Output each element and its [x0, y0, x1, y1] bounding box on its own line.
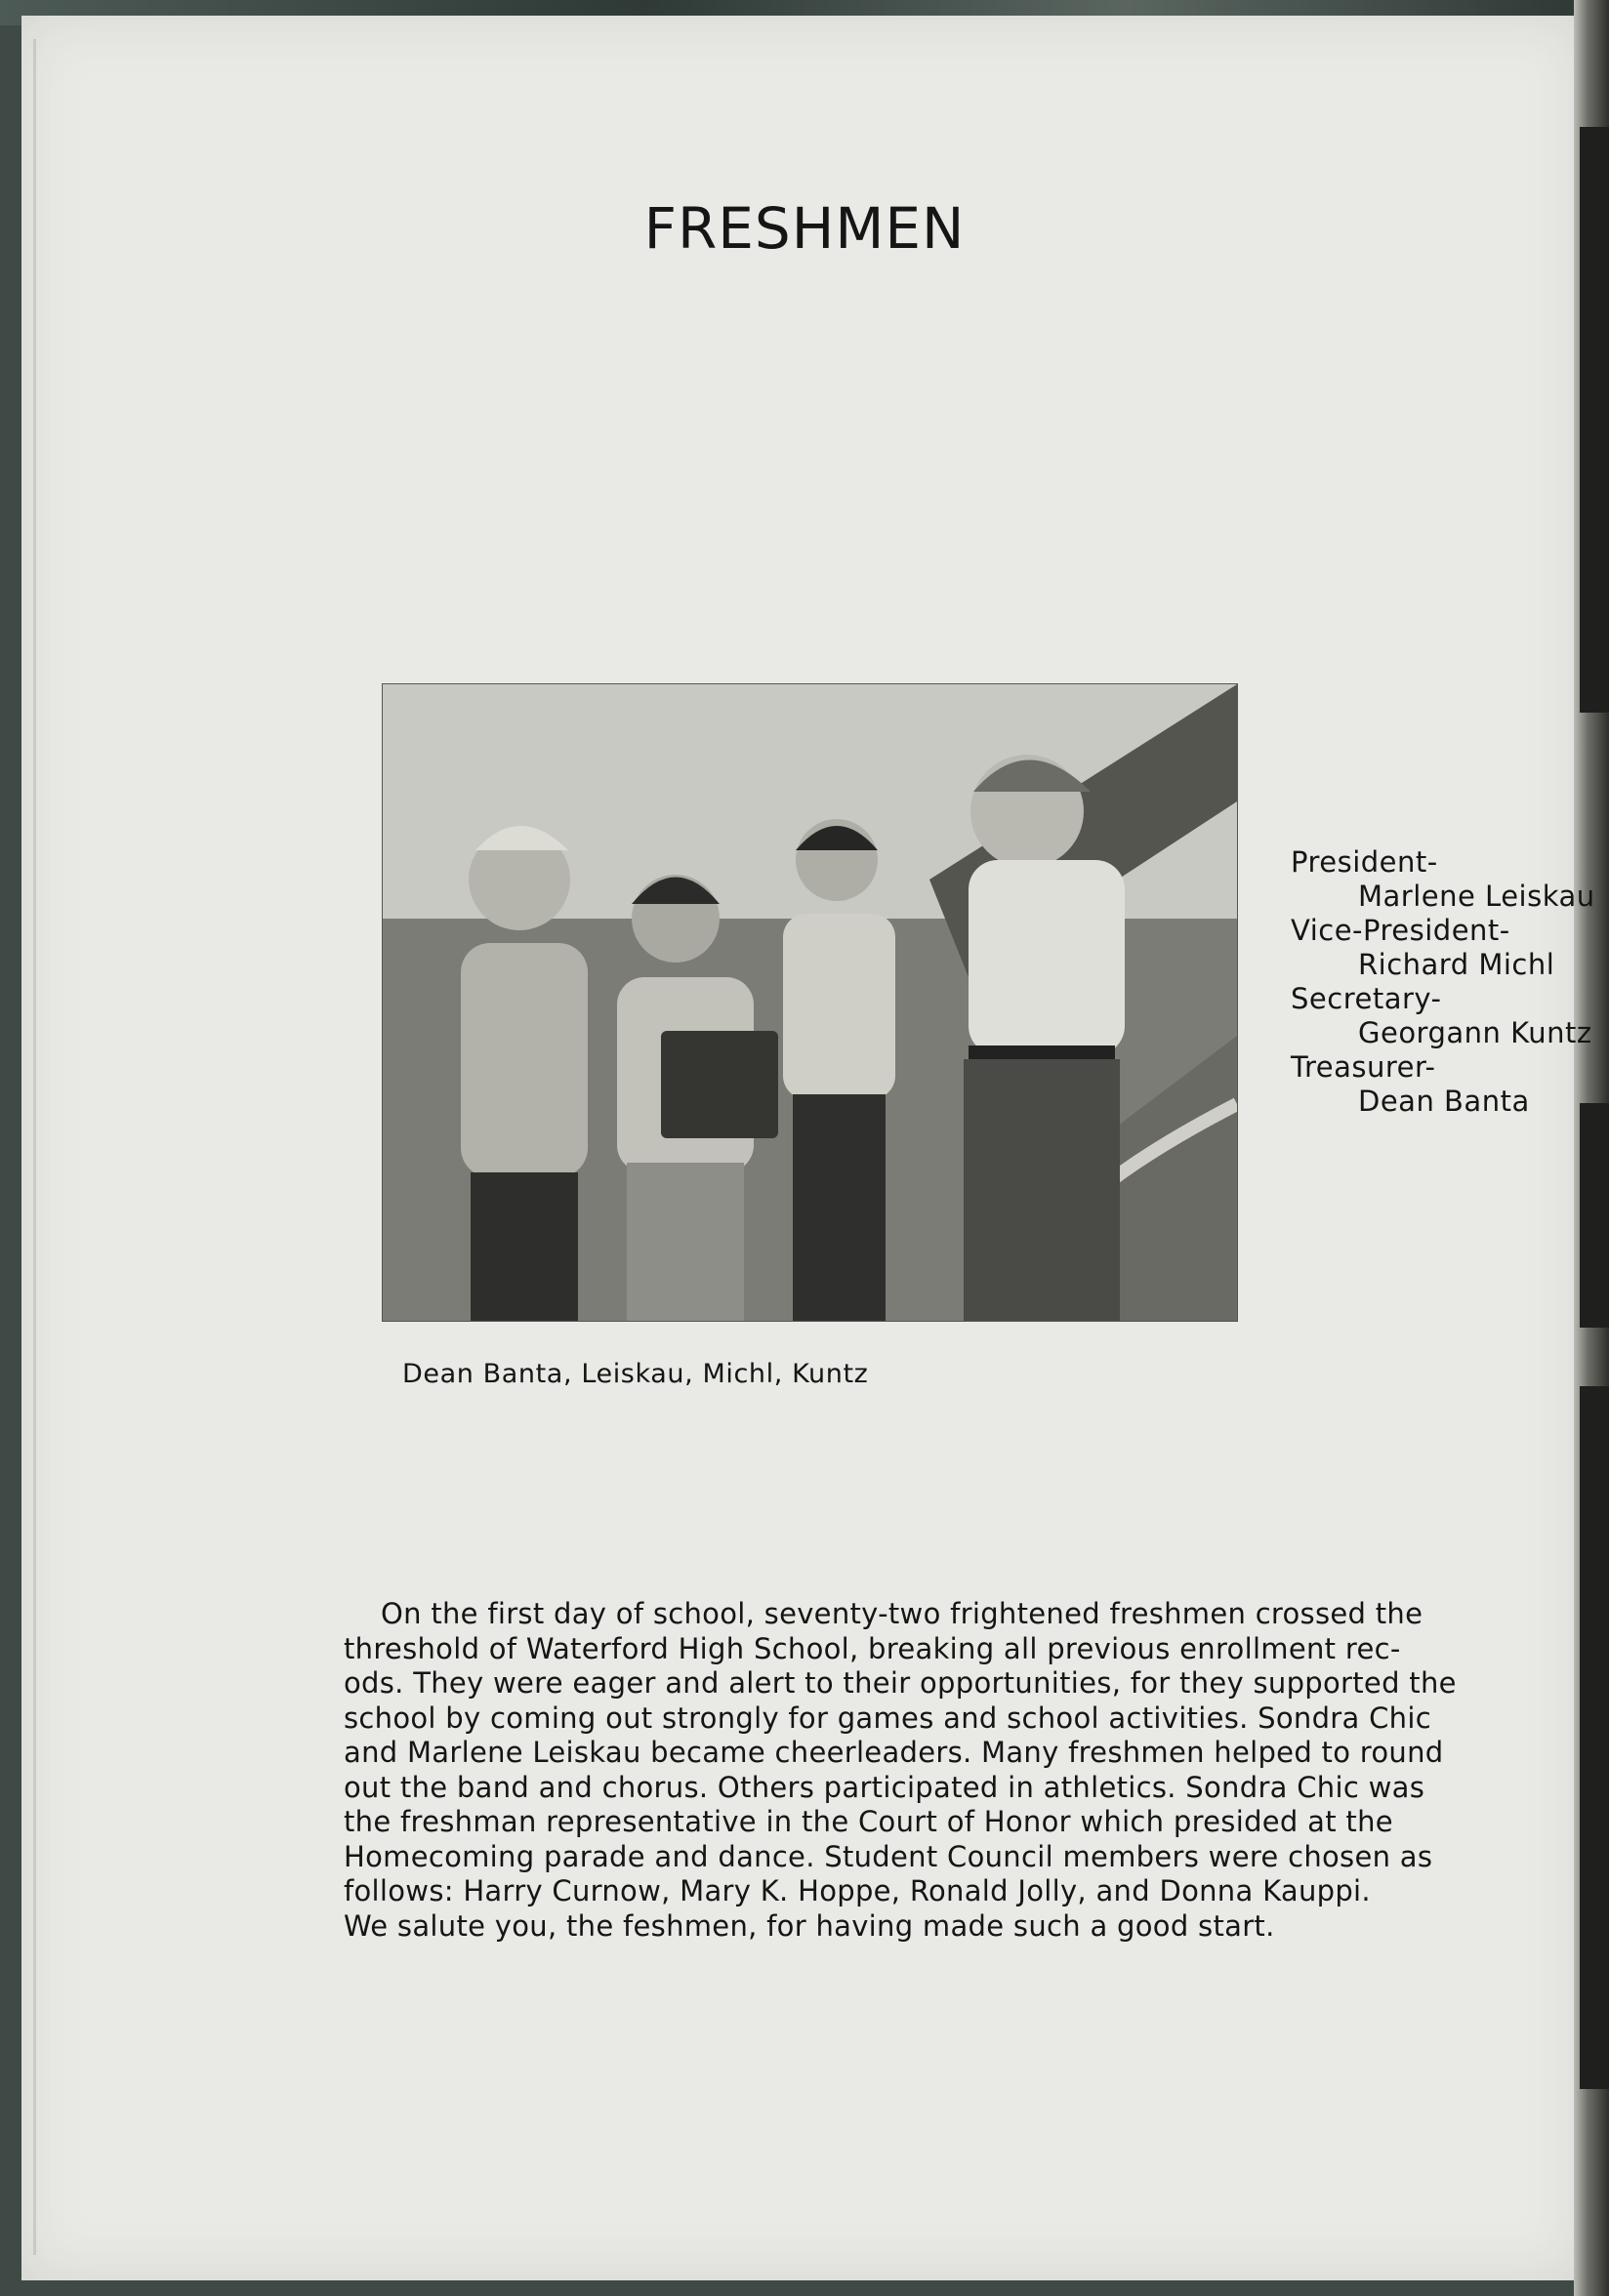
photo-caption: Dean Banta, Leiskau, Michl, Kuntz	[402, 1359, 869, 1389]
officer-role: President-	[1291, 845, 1438, 879]
officer-role: Secretary-	[1291, 982, 1442, 1015]
officer-name: Dean Banta	[1358, 1085, 1530, 1118]
photo-illustration	[383, 684, 1237, 1321]
page-gutter-shadow	[33, 39, 36, 2255]
class-officers-list	[1291, 845, 1595, 1119]
paragraph-line: the freshman representative in the Court of Honor which presided at the	[344, 1805, 1393, 1838]
page-title: FRESHMEN	[643, 195, 966, 262]
class-officers-photo	[382, 683, 1238, 1322]
officer-name: Richard Michl	[1358, 948, 1555, 981]
paragraph-line: On the first day of school, seventy-two frightened freshmen crossed the	[381, 1597, 1423, 1630]
officer-name: Georgann Kuntz	[1358, 1016, 1592, 1049]
class-summary-paragraph	[344, 1597, 1457, 1944]
officer-role: Vice-President-	[1291, 914, 1510, 947]
paragraph-line: and Marlene Leiskau became cheerleaders. Many freshmen helped to round	[344, 1736, 1444, 1769]
paragraph-line: school by coming out strongly for games and school activities. Sondra Chic	[344, 1701, 1431, 1735]
adjacent-page-photo-strip	[1580, 1103, 1609, 1328]
adjacent-page-photo-strip	[1580, 1386, 1609, 2089]
paragraph-line: Homecoming parade and dance. Student Council members were chosen as	[344, 1839, 1433, 1873]
officer-name: Marlene Leiskau	[1358, 880, 1595, 913]
paragraph-line: out the band and chorus. Others participated in athletics. Sondra Chic was	[344, 1770, 1425, 1804]
adjacent-page-edge	[1574, 0, 1609, 2296]
officer-role: Treasurer-	[1291, 1050, 1436, 1084]
paragraph-line: We salute you, the feshmen, for having made such a good start.	[344, 1908, 1275, 1943]
paragraph-line: threshold of Waterford High School, breaking all previous enrollment rec-	[344, 1631, 1401, 1665]
paragraph-line: follows: Harry Curnow, Mary K. Hoppe, Ronald Jolly, and Donna Kauppi.	[344, 1874, 1371, 1907]
paragraph-line: ods. They were eager and alert to their opportunities, for they supported the	[344, 1666, 1457, 1700]
